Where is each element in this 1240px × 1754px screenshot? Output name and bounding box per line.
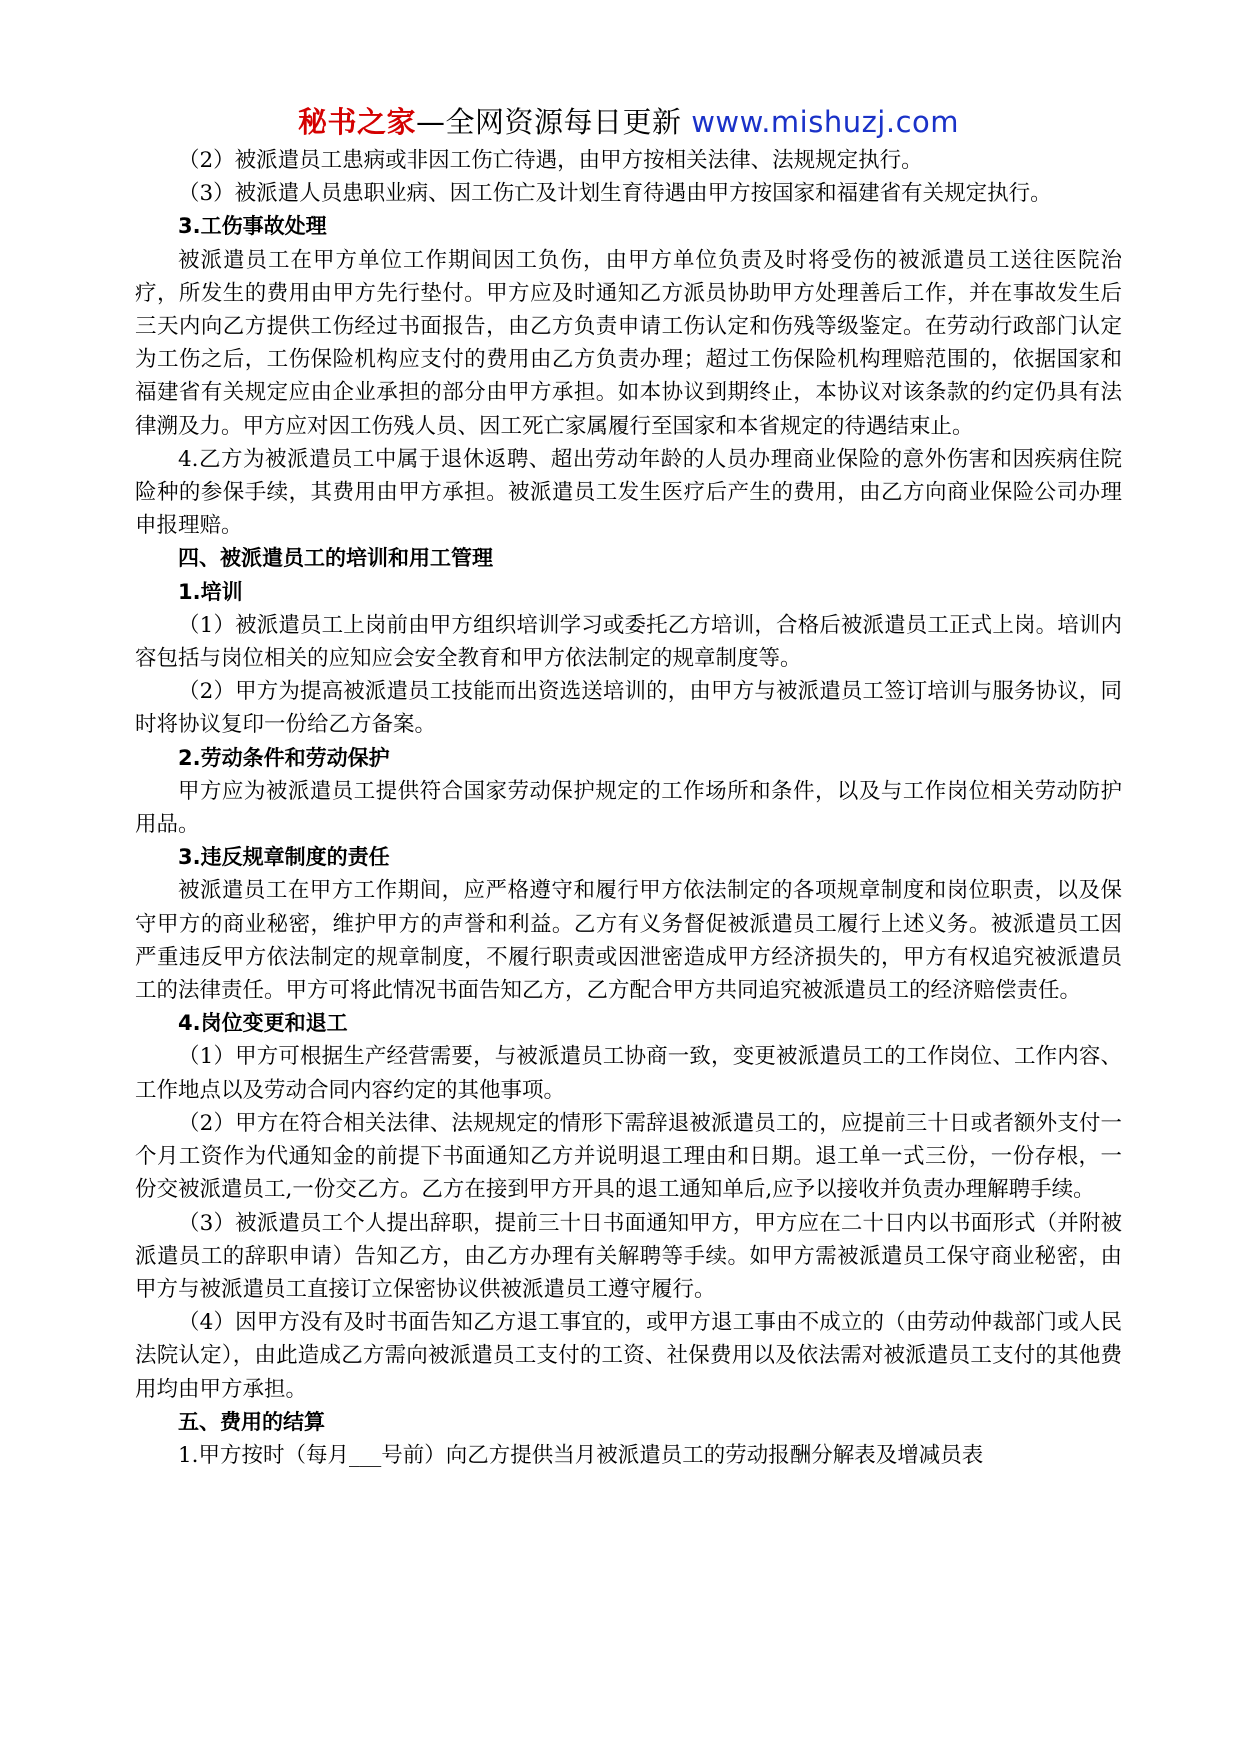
banner-url[interactable]: www.mishuzj.com (691, 105, 960, 139)
section-heading: 4.岗位变更和退工 (178, 1011, 348, 1036)
paragraph: （1）甲方可根据生产经营需要，与被派遣员工协商一致，变更被派遣员工的工作岗位、工作内容、工作地点以及劳动合同内容约定的其他事项。 (135, 1044, 1122, 1103)
paragraph: 4.乙方为被派遣员工中属于退休返聘、超出劳动年龄的人员办理商业保险的意外伤害和因疾病住院险种的参保手续，其费用由甲方承担。被派遣员工发生医疗后产生的费用，由乙方向商业保险公司办理申报理赔。 (135, 446, 1122, 539)
paragraph: （3）被派遣人员患职业病、因工伤亡及计划生育待遇由甲方按国家和福建省有关规定执行。 (178, 181, 1052, 207)
paragraph: （2）甲方在符合相关法律、法规规定的情形下需辞退被派遣员工的，应提前三十日或者额外支付一个月工资作为代通知金的前提下书面通知乙方并说明退工理由和日期。退工单一式三份，一份存根，一份交被派遣员工,一份交乙方。乙方在接到甲方开具的退工通知单后,应予以接收并负责办理解聘手续。 (135, 1110, 1122, 1203)
site-banner (135, 102, 1122, 142)
paragraph: （2）甲方为提高被派遣员工技能而出资选送培训的，由甲方与被派遣员工签订培训与服务协议，同时将协议复印一份给乙方备案。 (135, 679, 1122, 738)
paragraph: 甲方应为被派遣员工提供符合国家劳动保护规定的工作场所和条件，以及与工作岗位相关劳动防护用品。 (135, 778, 1122, 838)
banner-brand: 秘书之家 (297, 105, 416, 139)
section-heading: 3.工伤事故处理 (178, 214, 327, 239)
paragraph: （4）因甲方没有及时书面告知乙方退工事宜的，或甲方退工事由不成立的（由劳动仲裁部门或人民法院认定），由此造成乙方需向被派遣员工支付的工资、社保费用以及依法需对被派遣员工支付的其他费用均由甲方承担。 (135, 1310, 1122, 1402)
paragraph: （2）被派遣员工患病或非因工伤亡待遇，由甲方按相关法律、法规规定执行。 (178, 148, 923, 173)
paragraph: 1.甲方按时（每月___号前）向乙方提供当月被派遣员工的劳动报酬分解表及增减员表 (178, 1442, 984, 1468)
banner-tagline: —全网资源每日更新 (415, 105, 692, 139)
paragraph: （3）被派遣员工个人提出辞职，提前三十日书面通知甲方，甲方应在二十日内以书面形式（并附被派遣员工的辞职申请）告知乙方，由乙方办理有关解聘等手续。如甲方需被派遣员工保守商业秘密，由甲方与被派遣员工直接订立保密协议供被派遣员工遵守履行。 (135, 1210, 1122, 1302)
section-heading: 2.劳动条件和劳动保护 (178, 745, 390, 770)
paragraph: 被派遣员工在甲方单位工作期间因工负伤，由甲方单位负责及时将受伤的被派遣员工送往医院治疗，所发生的费用由甲方先行垫付。甲方应及时通知乙方派员协助甲方处理善后工作，并在事故发生后三天内向乙方提供工伤经过书面报告，由乙方负责申请工伤认定和伤残等级鉴定。在劳动行政部门认定为工伤之后，工伤保险机构应支付的费用由乙方负责办理；超过工伤保险机构理赔范围的，依据国家和福建省有关规定应由企业承担的部分由甲方承担。如本协议到期终止，本协议对该条款的约定仍具有法律溯及力。甲方应对因工伤残人员、因工死亡家属履行至国家和本省规定的待遇结束止。 (135, 247, 1122, 439)
section-heading: 3.违反规章制度的责任 (178, 845, 390, 870)
section-heading: 四、被派遣员工的培训和用工管理 (178, 546, 493, 571)
paragraph: 被派遣员工在甲方工作期间，应严格遵守和履行甲方依法制定的各项规章制度和岗位职责，以及保守甲方的商业秘密，维护甲方的声誉和利益。乙方有义务督促被派遣员工履行上述义务。被派遣员工因严重违反甲方依法制定的规章制度，不履行职责或因泄密造成甲方经济损失的，甲方有权追究被派遣员工的法律责任。甲方可将此情况书面告知乙方，乙方配合甲方共同追究被派遣员工的经济赔偿责任。 (135, 878, 1122, 1004)
section-heading: 1.培训 (178, 579, 243, 604)
section-heading: 五、费用的结算 (178, 1409, 325, 1434)
paragraph: （1）被派遣员工上岗前由甲方组织培训学习或委托乙方培训，合格后被派遣员工正式上岗。培训内容包括与岗位相关的应知应会安全教育和甲方依法制定的规章制度等。 (135, 612, 1122, 672)
